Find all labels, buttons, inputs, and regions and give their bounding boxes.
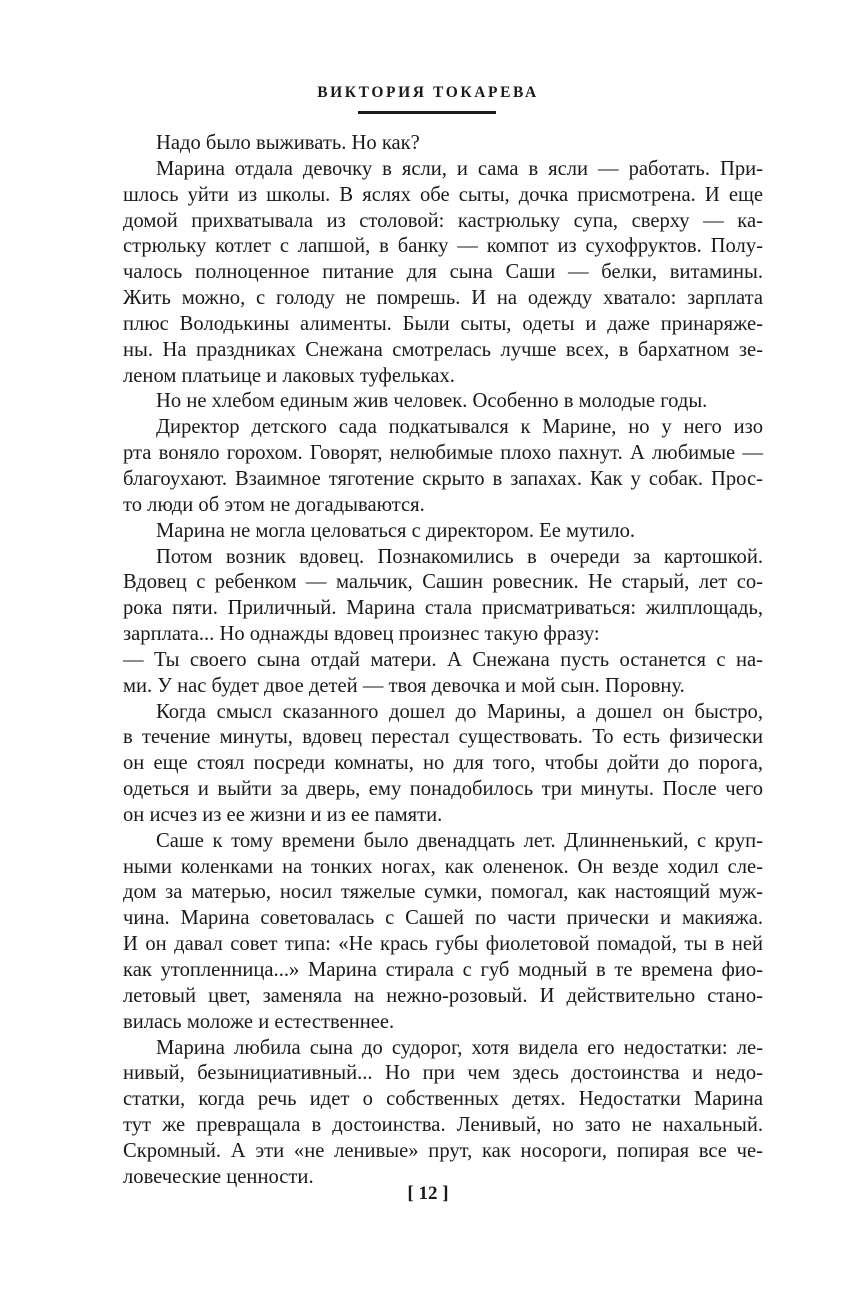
running-head-rule [358,111,496,114]
text-line: стрюльку котлет с лапшой, в банку — компот из сухофруктов. Полу- [123,235,763,258]
text-line: Марина отдала девочку в ясли, и сама в ясли — работать. При- [156,157,763,180]
text-line: Скромный. А эти «не ленивые» прут, как носороги, попирая все че- [123,1139,763,1162]
text-line: И он давал совет типа: «Не крась губы фиолетовой помадой, ты в ней [123,933,763,956]
body-text [123,131,763,1191]
text-line: Но не хлебом единым жив человек. Особенно в молодые годы. [156,390,708,413]
text-line: рока пяти. Приличный. Марина стала присматриваться: жилплощадь, [123,597,763,620]
text-line: Потом возник вдовец. Познакомились в очереди за картошкой. [156,545,763,568]
text-line: он еще стоял посреди комнаты, но для того, чтобы дойти до порога, [123,752,763,775]
text-line: плюс Володькины алименты. Были сыты, одеты и даже принаряже- [123,312,763,335]
text-line: Когда смысл сказанного дошел до Марины, а дошел он быстро, [156,700,763,723]
text-line: статки, когда речь идет о собственных детях. Недостатки Марина [123,1088,763,1111]
text-line: он исчез из ее жизни и из ее памяти. [123,803,443,826]
text-line: домой прихватывала из столовой: кастрюльку супа, сверху — ка- [123,209,763,232]
text-line: одеться и выйти за дверь, ему понадобилось три минуты. После чего [123,778,763,801]
text-line: ными коленками на тонких ногах, как олененок. Он везде ходил сле- [123,855,763,878]
text-line: Вдовец с ребенком — мальчик, Сашин ровесник. Не старый, лет со- [123,571,763,594]
text-line: дом за матерью, носил тяжелые сумки, помогал, как настоящий муж- [123,881,763,904]
text-line: Саше к тому времени было двенадцать лет. Длинненький, с круп- [156,829,763,852]
text-line: чалось полноценное питание для сына Саши — белки, витамины. [123,261,763,284]
running-head: ВИКТОРИЯ ТОКАРЕВА [317,84,539,101]
text-line: благоухают. Взаимное тяготение скрыто в запахах. Как у собак. Прос- [123,467,763,490]
text-line: рта воняло горохом. Говорят, нелюбимые плохо пахнут. А любимые — [123,442,763,465]
text-line: зарплата... Но однажды вдовец произнес такую фразу: [123,623,600,646]
text-line: шлось уйти из школы. В яслях обе сыты, дочка присмотрена. И еще [123,183,763,206]
text-line: вилась моложе и естественнее. [123,1010,395,1033]
text-line: как утопленница...» Марина стирала с губ модный в те времена фио- [123,959,763,981]
text-line: Надо было выживать. Но как? [156,132,420,154]
text-line: ловеческие ценности. [123,1165,314,1188]
text-line: ны. На праздниках Снежана смотрелась лучше всех, в бархатном зе- [123,338,763,361]
text-line: летовый цвет, заменяла на нежно-розовый. И действительно стано- [123,984,763,1007]
text-line: ми. У нас будет двое детей — твоя девочка и мой сын. Поровну. [123,674,685,697]
page-number: [ 12 ] [407,1183,449,1204]
text-line: Жить можно, с голоду не помрешь. И на одежду хватало: зарплата [123,287,763,310]
text-line: нивый, безынициативный... Но при чем здесь достоинства и недо- [123,1062,763,1085]
text-line: Марина любила сына до судорог, хотя видела его недостатки: ле- [156,1036,763,1059]
text-line: чина. Марина советовалась с Сашей по части прически и макияжа. [123,907,763,930]
text-line: леном платьице и лаковых туфельках. [123,364,455,387]
text-line: — Ты своего сына отдай матери. А Снежана пусть останется с на- [123,648,763,671]
text-line: в течение минуты, вдовец перестал существовать. То есть физически [123,726,763,749]
text-line: тут же превращала в достоинства. Ленивый, но зато не нахальный. [123,1114,763,1137]
text-line: то люди об этом не догадываются. [123,493,425,516]
text-line: Директор детского сада подкатывался к Марине, но у него изо [156,416,763,439]
text-line: Марина не могла целоваться с директором. Ее мутило. [156,519,636,542]
